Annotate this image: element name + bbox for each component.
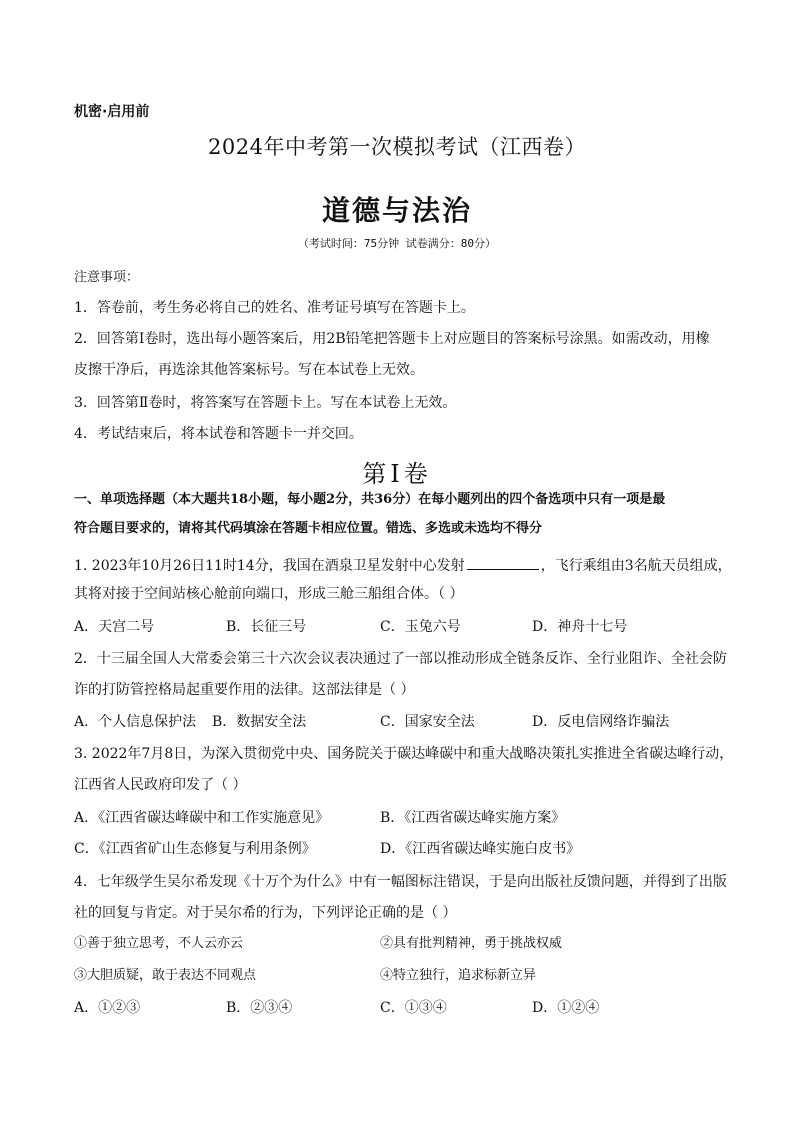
question-2-stem-line2: 诈的打防管控格局起重要作用的法律。这部法律是（ ） [74, 682, 415, 698]
question-4-stem: 4．七年级学生吴尔希发现《十万个为什么》中有一幅图标注错误，于是向出版社反馈问题，并得到了出版 [74, 874, 727, 890]
note-item: 4．考试结束后，将本试卷和答题卡一并交回。 [74, 426, 363, 442]
question-1-stem-post: ，飞行乘组由3名航天员组成， [540, 558, 732, 574]
question-4-option-c: C．①③④ [380, 1000, 447, 1016]
section-instruction: 一、单项选择题（本大题共18小题，每小题2分，共36分）在每小题列出的四个备选项中只有一项是最 [74, 492, 666, 507]
question-3-stem-line2: 江西省人民政府印发了（ ） [74, 777, 247, 793]
question-4-option-d: D．①②④ [532, 1000, 600, 1016]
question-4-stem-line2: 社的回复与肯定。对于吴尔希的行为，下列评论正确的是（ ） [74, 905, 457, 921]
question-4-statement-1: ①善于独立思考，不人云亦云 [74, 936, 244, 951]
exam-title: 2024年中考第一次模拟考试（江西卷） [208, 135, 586, 159]
question-3-option-a: A．《江西省碳达峰碳中和工作实施意见》 [74, 810, 330, 826]
question-4-statement-2: ②具有批判精神，勇于挑战权威 [380, 936, 563, 951]
question-3-option-d: D．《江西省碳达峰实施白皮书》 [380, 841, 581, 857]
question-2-stem: 2．十三届全国人大常委会第三十六次会议表决通过了一部以推动形成全链条反诈、全行业阻诈、全社会防 [74, 651, 727, 667]
question-1-stem [74, 555, 732, 576]
question-1-stem-line2: 其将对接于空间站核心舱前向端口，形成三舱三船组合体。（ ） [74, 586, 464, 602]
question-2-option-a: A．个人信息保护法 [74, 714, 197, 730]
question-3-option-b: B．《江西省碳达峰实施方案》 [380, 810, 566, 826]
answer-blank [467, 555, 539, 570]
question-2-option-c: C．国家安全法 [380, 714, 475, 730]
notes-heading: 注意事项： [74, 270, 140, 285]
question-2-option-d: D．反电信网络诈骗法 [532, 714, 670, 730]
question-3-option-c: C．《江西省矿山生态修复与利用条例》 [74, 841, 316, 857]
section-instruction: 符合题目要求的，请将其代码填涂在答题卡相应位置。错选、多选或未选均不得分 [74, 521, 543, 536]
question-1-stem-pre: 1. 2023年10月26日11时14分，我国在酒泉卫星发射中心发射 [74, 558, 465, 574]
question-2-option-b: B．数据安全法 [212, 714, 307, 730]
section-title: 第Ⅰ卷 [362, 460, 432, 488]
question-3-stem: 3. 2022年7月8日，为深入贯彻党中央、国务院关于碳达峰碳中和重大战略决策扎实推进全省碳达峰行动， [74, 746, 734, 762]
question-4-statement-3: ③大胆质疑，敢于表达不同观点 [74, 968, 257, 983]
confidential-label: 机密·启用前 [74, 104, 150, 120]
note-item: 1．答卷前，考生务必将自己的姓名、准考证号填写在答题卡上。 [74, 300, 475, 316]
subject-title: 道德与法治 [321, 194, 472, 227]
question-4-option-b: B．②③④ [226, 1000, 293, 1016]
note-item: 3．回答第Ⅱ卷时，将答案写在答题卡上。写在本试卷上无效。 [74, 395, 457, 411]
exam-info: （考试时间：75分钟 试卷满分：80分） [297, 237, 497, 250]
question-4-statement-4: ④特立独行，追求标新立异 [380, 968, 537, 983]
question-1-option-c: C．玉兔六号 [380, 619, 461, 635]
question-4-option-a: A．①②③ [74, 1000, 141, 1016]
question-1-option-d: D．神舟十七号 [532, 619, 628, 635]
question-1-option-b: B．长征三号 [226, 619, 307, 635]
note-item: 2．回答第Ⅰ卷时，选出每小题答案后，用2B铅笔把答题卡上对应题目的答案标号涂黑。如需改动，用橡 [74, 331, 710, 347]
note-item: 皮擦干净后，再选涂其他答案标号。写在本试卷上无效。 [74, 362, 424, 378]
question-1-option-a: A．天宫二号 [74, 619, 155, 635]
